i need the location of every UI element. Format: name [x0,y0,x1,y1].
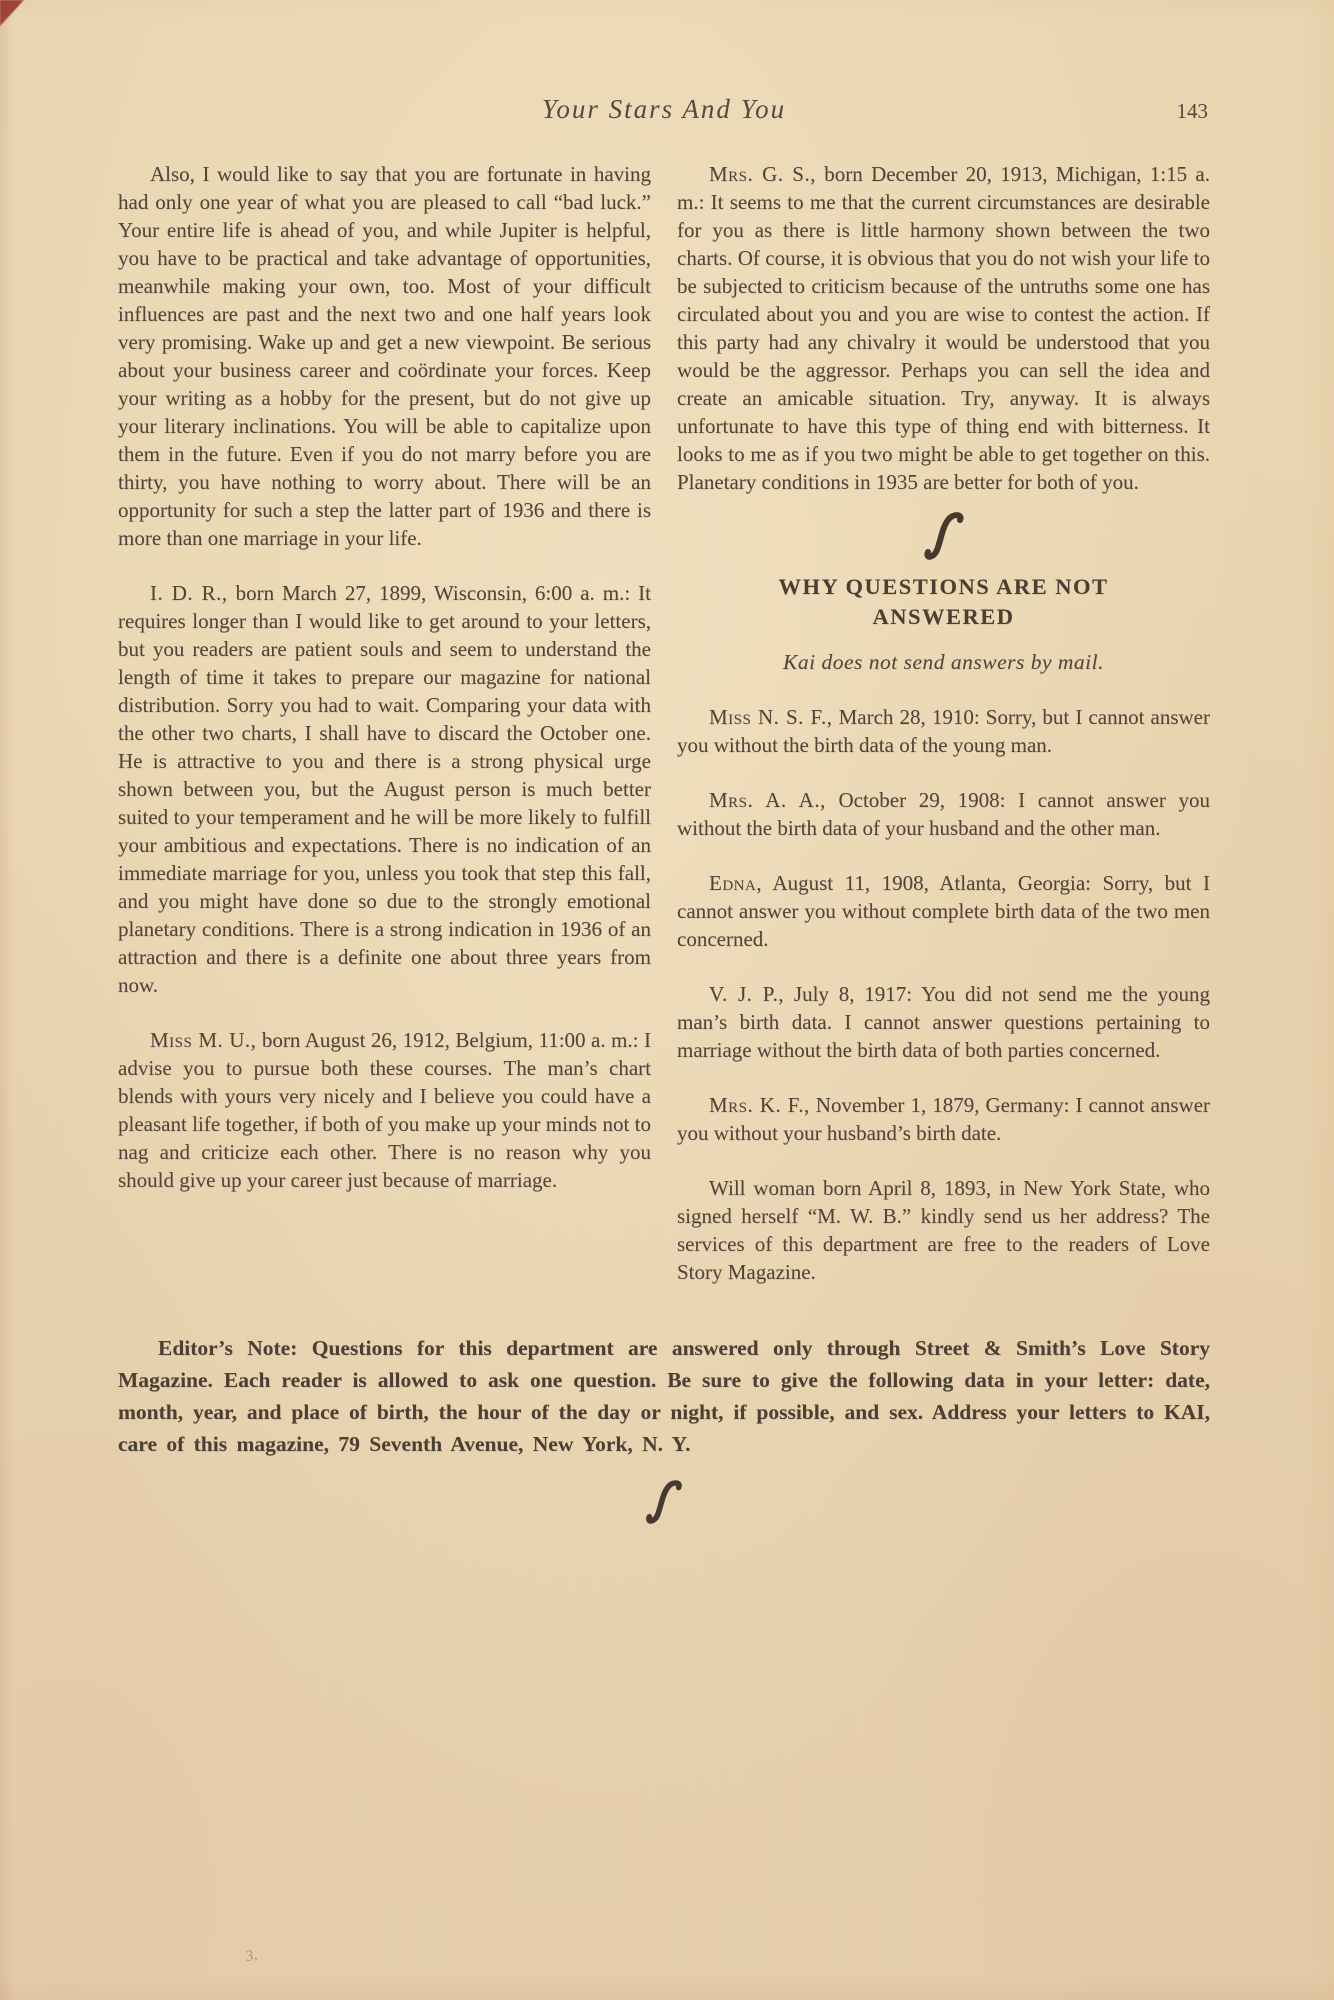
two-column-text-block [118,160,1210,1286]
section-subtitle: Kai does not send answers by mail. [783,650,1104,674]
reply-text: Will woman born April 8, 1893, in New York State, who signed herself “M. W. B.” kindly send us her address? The services of this department are free to the readers of Love Story Magazine. [677,1176,1210,1284]
reply-text: Also, I would like to say that you are fortunate in having had only one year of what you are pleased to call “bad luck.” Your entire life is ahead of you, and while Jupiter is helpful, you have to be practical and take advantage of opportunities, meanwhile making your own, too. Most of your difficult influences are past and the next two and one half years look very promising. Wake up and get a new viewpoint. Be serious about your business career and coördinate your forces. Keep your writing as a hobby for the present, but do not give up your literary inclinations. You will be able to capitalize upon them in the future. Even if you do not marry before you are thirty, you have nothing to worry about. There will be an opportunity for such a step the latter part of 1936 and there is more than one marriage in your life. [118,162,651,550]
reply-paragraph-vjp [677,980,1210,1064]
section-divider-swash-icon [921,512,967,562]
correspondent-name: Mrs. K. F., [709,1093,810,1117]
reply-paragraph-edna [677,869,1210,953]
correspondent-name: I. D. R., [150,581,228,605]
reply-paragraph-mrs-gs [677,160,1210,496]
reply-text: July 8, 1917: You did not send me the young man’s birth data. I cannot answer questions pertaining to marriage without the birth data of both parties concerned. [677,982,1210,1062]
editors-note-lead: Editor’s Note: [158,1336,298,1360]
reply-text: born August 26, 1912, Belgium, 11:00 a. m.: I advise you to pursue both these courses. The man’s chart blends with yours very nicely and I believe you could have a pleasant life together, if both of you make up your minds not to nag and criticize each other. There is no reason why you should give up your career just because of marriage. [118,1028,651,1192]
reply-paragraph-mrs-aa [677,786,1210,842]
reply-paragraph-mrs-kf [677,1091,1210,1147]
editors-note [118,1332,1210,1460]
unanswered-questions-list [677,703,1210,1286]
reply-paragraph-miss-nsf [677,703,1210,759]
reply-paragraph-miss-mu [118,1026,651,1194]
scan-red-corner-mark [0,0,24,26]
section-heading: WHY QUESTIONS ARE NOT ANSWERED [778,574,1109,629]
right-column [677,160,1210,1286]
reply-paragraph-idr [118,579,651,999]
reply-paragraph-mwb-request [677,1174,1210,1286]
page-content [118,0,1210,1526]
pencil-mark: 3, [244,1947,259,1966]
page-number: 143 [1176,99,1208,123]
correspondent-name: Miss M. U., [150,1028,257,1052]
editors-note-text: Questions for this department are answered only through Street & Smith’s Love Story Magazine. Each reader is allowed to ask one question. Be sure to give the following data in your letter: date, month, year, and place of birth, the hour of the day or night, if possible, and sex. Address your letters to KAI, care of this magazine, 79 Seventh Avenue, New York, N. Y. [118,1336,1210,1456]
reply-text: August 11, 1908, Atlanta, Georgia: Sorry, but I cannot answer you without complete birth data of the two men concerned. [677,871,1210,951]
reply-text: March 28, 1910: Sorry, but I cannot answer you without the birth data of the young man. [677,705,1210,757]
reply-text: born March 27, 1899, Wisconsin, 6:00 a. m.: It requires longer than I would like to get around to your letters, but you readers are patient souls and seem to understand the length of time it takes to prepare our magazine for national distribution. Sorry you had to wait. Comparing your data with the other two charts, I shall have to discard the October one. He is attractive to you and there is a strong physical urge shown between you, but the August person is much better suited to your temperament and he will be more likely to fulfill your ambitious and expectations. There is no indication of an immediate marriage for you, unless you took that step this fall, and you might have done so due to the strongly emotional planetary conditions. There is a strong indication in 1936 of an attraction and there is a definite one about three years from now. [118,581,651,997]
reply-text: October 29, 1908: I cannot answer you without the birth data of your husband and the other man. [677,788,1210,840]
page-title: Your Stars And You [541,94,787,124]
reply-paragraph-continuation [118,160,651,552]
left-column [118,160,651,1286]
correspondent-name: V. J. P., [709,982,785,1006]
reply-text: November 1, 1879, Germany: I cannot answer you without your husband’s birth date. [677,1093,1211,1145]
correspondent-name: Edna, [709,871,763,895]
reply-text: born December 20, 1913, Michigan, 1:15 a. m.: It seems to me that the current circumstances are desirable for you as there is little harmony shown between the two charts. Of course, it is obvious that you do not wish your life to be subjected to criticism because of the untruths some one has circulated about you and you are wise to contest the action. If this party had any chivalry it would be understood that you would be the aggressor. Perhaps you can sell the idea and create an amicable situation. Try, anyway. It is always unfortunate to have this type of thing end with bitterness. It looks to me as if you two might be able to get together on this. Planetary conditions in 1935 are better for both of you. [677,162,1210,494]
correspondent-name: Miss N. S. F., [709,705,833,729]
end-of-page-swash-icon [643,1480,685,1526]
correspondent-name: Mrs. G. S., [709,162,816,186]
page-header [118,94,1210,136]
correspondent-name: Mrs. A. A., [709,788,826,812]
